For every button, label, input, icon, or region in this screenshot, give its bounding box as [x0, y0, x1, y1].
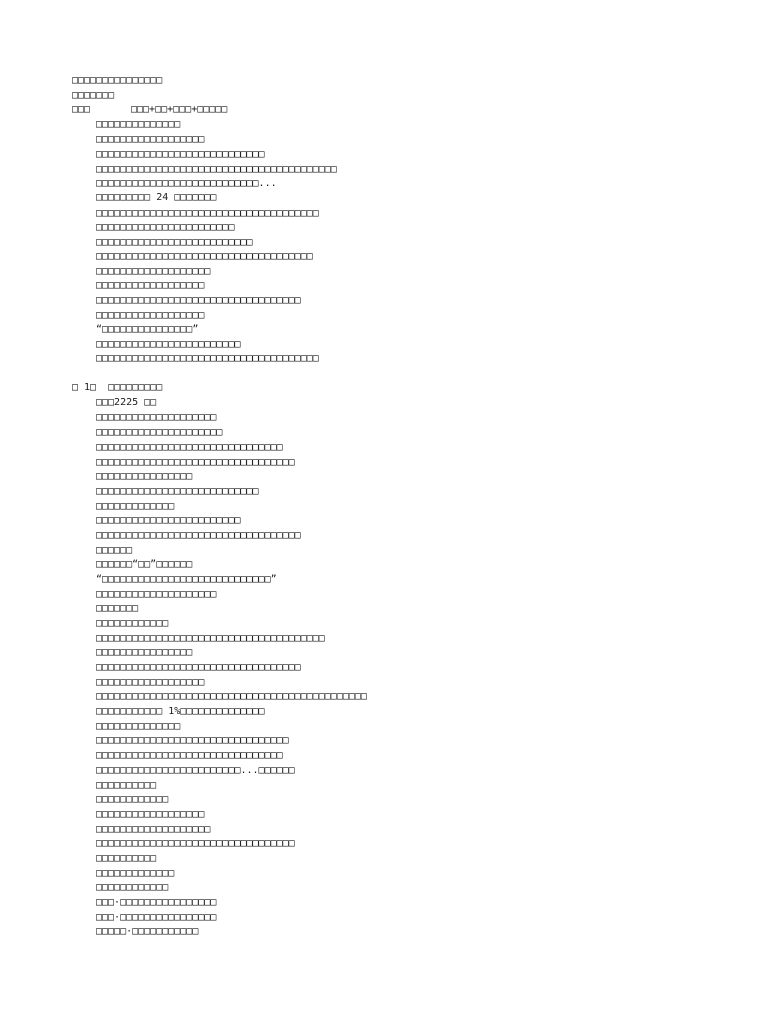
section-line: □□□□□□□□□□□□□□□□□□□□ — [96, 412, 217, 423]
intro-line: □□□□□□□□□□□□□□□□□□□□□□□□□□□□□□□□□□□□□□□□ — [96, 164, 337, 175]
intro-line: □□□□□□□□□□□□□□□□□□ — [96, 280, 205, 291]
intro-line: “□□□□□□□□□□□□□□□” — [96, 324, 199, 335]
section-line: □□□□□□□□□□□□ — [96, 882, 169, 893]
section-line: □□□□□□□□□□□□□□ — [96, 721, 181, 732]
section-line: □□□□□□□□□□□□□□□□□□□□□□□□□□□□□□□□□□□□□□ — [96, 633, 325, 644]
section-line: □□□□□□□□□□□□□□□□□□□□□□□□ — [96, 515, 241, 526]
intro-line: □□□□□□□□□□□□□□ — [96, 119, 181, 130]
intro-line: □□□□□□□□□□□□□□□□□□□□□□□□□□□□ — [96, 149, 265, 160]
section-line: □□□□□□□□□□□□□□□□□□□□□ — [96, 427, 223, 438]
section-line: □□□□□□ — [96, 545, 133, 556]
document-subtitle: □□□□□□□ — [72, 90, 115, 101]
section-line: □□□□□□□□□□□□□ — [96, 501, 175, 512]
section-line: □□□□□□□□□□□□□□□□□□□□□□□□□□□□□□□□□ — [96, 457, 295, 468]
section-line: □□□□□□□□□□□□□□□□□□□□ — [96, 589, 217, 600]
section-line: □□□□□□□□□□□□□□□□□□□□□□□□□□□□□□□ — [96, 442, 283, 453]
section-line: □□□□□□□□□□□□□□□□□□□□□□□□...□□□□□□ — [96, 765, 295, 776]
section-line: □□□□□□□□□□□□□□□□□□□ — [96, 824, 211, 835]
intro-line: □□□□□□□□□□□□□□□□□□□□□□□ — [96, 222, 235, 233]
section-line: □□□□□□□ — [96, 603, 139, 614]
section-line: □□□□□□□□□□□□ — [96, 618, 169, 629]
section-line: □□□□□□□□□□□□□ — [96, 868, 175, 879]
section-line: “□□□□□□□□□□□□□□□□□□□□□□□□□□□□” — [96, 574, 277, 585]
section-line: □□□□□·□□□□□□□□□□□ — [96, 926, 199, 937]
section-line: □□□□□□□□□□□□□□□□□□□□□□□□□□□□□□□□□□ — [96, 530, 301, 541]
intro-line: □□□□□□□□□□□□□□□□□□□□□□□□□□□... — [96, 178, 277, 189]
section-line: □□□·□□□□□□□□□□□□□□□□ — [96, 912, 217, 923]
intro-line: □□□□□□□□□□□□□□□□□□ — [96, 134, 205, 145]
section-subheading: □□□2225 □□ — [96, 397, 157, 408]
intro-line: □□□□□□□□□□□□□□□□□□□□□□□□□□□□□□□□□□ — [96, 295, 301, 306]
meta-value: □□□+□□+□□□+□□□□□ — [131, 104, 228, 115]
section-line: □□□□□□□□□□ — [96, 853, 157, 864]
section-heading: □ 1□ □□□□□□□□□ — [72, 382, 163, 393]
section-line: □□□□□□□□□□□□□□□□□□ — [96, 677, 205, 688]
intro-line: □□□□□□□□□□□□□□□□□□□□□□□□□□□□□□□□□□□□ — [96, 251, 313, 262]
intro-line: □□□□□□□□□□□□□□□□□□□ — [96, 266, 211, 277]
section-line: □□□□□□□□□□ — [96, 780, 157, 791]
document-title: □□□□□□□□□□□□□□□ — [72, 75, 163, 86]
intro-line: □□□□□□□□□□□□□□□□□□□□□□□□ — [96, 339, 241, 350]
section-line: □□□□□□□□□□□□□□□□□□□□□□□□□□□ — [96, 486, 259, 497]
intro-line: □□□□□□□□□ 24 □□□□□□□ — [96, 192, 217, 203]
intro-line: □□□□□□□□□□□□□□□□□□ — [96, 310, 205, 321]
section-line: □□□□□□□□□□□ 1%□□□□□□□□□□□□□□ — [96, 706, 265, 717]
section-line: □□□□□□□□□□□□□□□□□□□□□□□□□□□□□□□□□□ — [96, 662, 301, 673]
section-line: □□□□□□□□□□□□□□□□□□□□□□□□□□□□□□□□ — [96, 735, 289, 746]
intro-line: □□□□□□□□□□□□□□□□□□□□□□□□□□ — [96, 237, 253, 248]
intro-line: □□□□□□□□□□□□□□□□□□□□□□□□□□□□□□□□□□□□□ — [96, 353, 319, 364]
section-line: □□□□□□□□□□□□□□□□□□ — [96, 809, 205, 820]
section-line: □□□□□□□□□□□□ — [96, 794, 169, 805]
meta-label: □□□ — [72, 104, 91, 115]
section-line: □□□□□□□□□□□□□□□□□□□□□□□□□□□□□□□□□ — [96, 838, 295, 849]
section-line: □□□□□□□□□□□□□□□□ — [96, 647, 193, 658]
intro-line: □□□□□□□□□□□□□□□□□□□□□□□□□□□□□□□□□□□□□ — [96, 208, 319, 219]
section-line: □□□□□□□□□□□□□□□□ — [96, 471, 193, 482]
section-line: □□□□□□□□□□□□□□□□□□□□□□□□□□□□□□□ — [96, 750, 283, 761]
section-line: □□□□□□“□□”□□□□□□ — [96, 559, 193, 570]
section-line: □□□·□□□□□□□□□□□□□□□□ — [96, 897, 217, 908]
section-line: □□□□□□□□□□□□□□□□□□□□□□□□□□□□□□□□□□□□□□□□□□□□□ — [96, 691, 367, 702]
